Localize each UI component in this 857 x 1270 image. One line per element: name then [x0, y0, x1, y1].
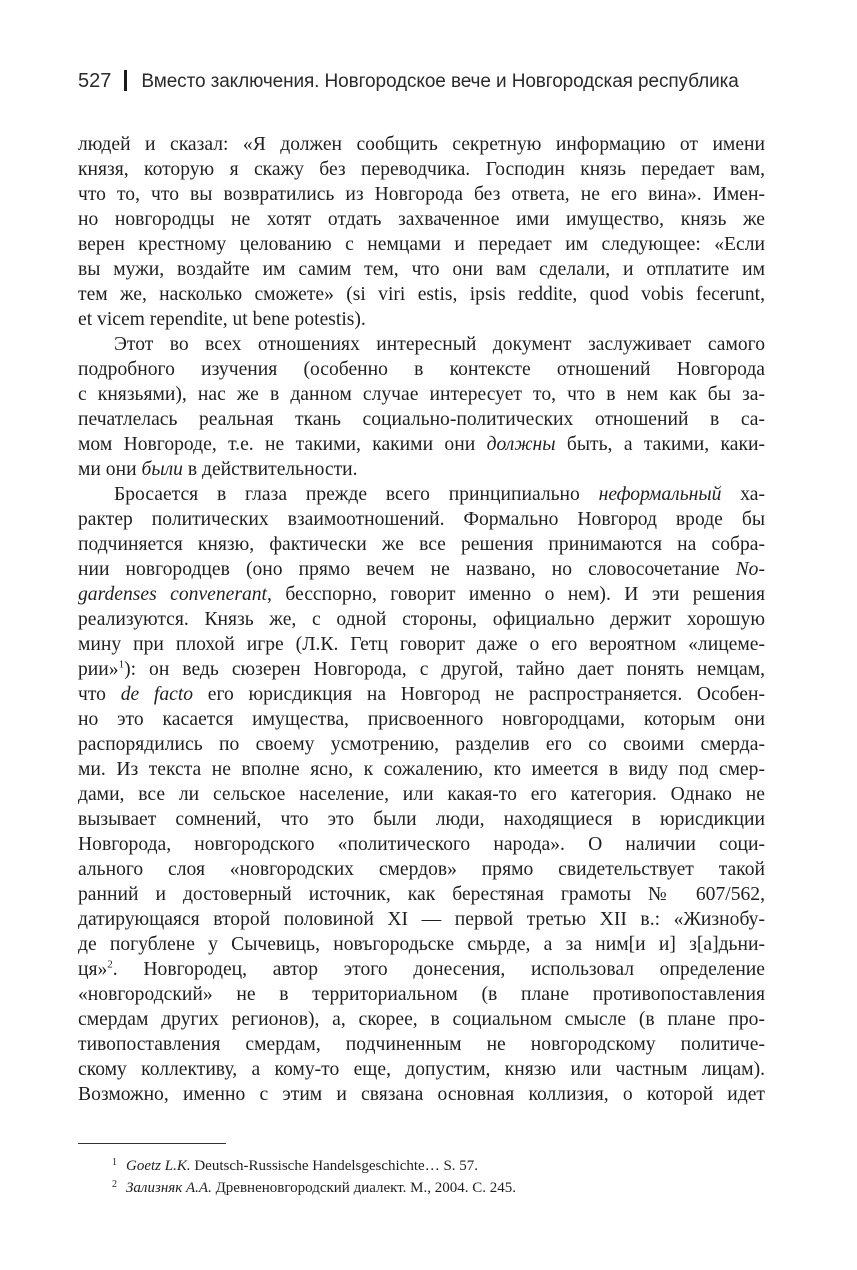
text-line: но это касается имущества, присвоенного новгородцами, которым они — [78, 709, 765, 730]
text-line — [78, 957, 765, 982]
text-segment: быть, а такими, каки- — [566, 434, 765, 455]
footnote-number: 1 — [112, 1157, 117, 1168]
text-line: ранний и достоверный источник, как берестяная грамоты № 607/562, — [78, 884, 765, 905]
text-line: князя, которую я скажу без переводчика. Господин князь передает вам, — [78, 159, 765, 180]
footnote-number: 2 — [112, 1179, 117, 1190]
text-line: Возможно, именно с этим и связана основная коллизия, о которой идет — [78, 1084, 765, 1105]
text-line: верен крестному целованию с немцами и передает им следующее: «Если — [78, 234, 765, 255]
text-line: распорядились по своему усмотрению, разделив его со своими смерда- — [78, 734, 765, 755]
text-segment: . Новгородец, автор этого донесения, использовал определение — [112, 959, 765, 980]
text-line: мину при плохой игре (Л.К. Гетц говорит даже о его вероятном «лицеме- — [78, 634, 765, 655]
text-line: людей и сказал: «Я должен сообщить секретную информацию от имени — [78, 134, 765, 155]
main-text — [78, 132, 765, 1107]
text-segment: ха- — [740, 484, 765, 505]
italic-emphasis: должны — [486, 434, 556, 455]
text-line — [78, 457, 765, 482]
text-line — [78, 682, 765, 707]
text-line: ального слоя «новгородских смердов» прямо свидетельствует такой — [78, 859, 765, 880]
text-line: рактер политических взаимоотношений. Формально Новгород вроде бы — [78, 509, 765, 530]
text-segment: ): он ведь сюзерен Новгорода, с другой, тайно дает понять немцам, — [124, 659, 765, 680]
footnote — [78, 1174, 765, 1196]
page-number: 527 — [78, 70, 112, 92]
italic-latin: gardenses convenerant — [78, 584, 267, 605]
text-line — [78, 657, 765, 682]
paragraph-start-line: Этот во всех отношениях интересный документ заслуживает самого — [114, 334, 765, 355]
text-line: смердам других регионов), а, скорее, в социальном смысле (в плане про- — [78, 1009, 765, 1030]
text-line: ми. Из текста не вполне ясно, к сожалению, кто имеется в виду под смер- — [78, 759, 765, 780]
text-line: де погублене у Сычевиць, новъгородьске смьрде, а за ним[и и] з[а]дьни- — [78, 934, 765, 955]
text-line: «новгородский» не в территориальном (в плане противопоставления — [78, 984, 765, 1005]
text-segment: мом Новгороде, т.е. не такими, какими они — [78, 434, 476, 455]
text-line: что то, что вы возвратились из Новгорода без ответа, не его вина». Имен- — [78, 184, 765, 205]
footnotes — [78, 1152, 765, 1196]
italic-latin: de facto — [120, 684, 194, 705]
text-line: с князьями), нас же в данном случае интересует то, что в нем как бы за- — [78, 384, 765, 405]
text-line: подробного изучения (особенно в контексте отношений Новгорода — [78, 359, 765, 380]
footnote-ref[interactable]: 2 — [107, 958, 113, 971]
text-line: вызывает сомнений, что это были люди, находящиеся в юрисдикции — [78, 809, 765, 830]
text-line: тем же, насколько сможете» (si viri estis, ipsis reddite, quod vobis fecerunt, — [78, 284, 765, 305]
text-line — [78, 557, 765, 582]
text-line: реализуются. Князь же, с одной стороны, официально держит хорошую — [78, 609, 765, 630]
italic-latin: No- — [735, 559, 765, 580]
footnote — [78, 1152, 765, 1174]
footnote-text: Древненовгородский диалект. М., 2004. С. 245. — [215, 1180, 517, 1196]
text-segment: его юрисдикция на Новгород не распространяется. Особен- — [207, 684, 765, 705]
text-line: датирующаяся второй половиной XI — первой третью XII в.: «Жизнобу- — [78, 909, 765, 930]
text-line — [78, 582, 765, 607]
running-header — [78, 70, 768, 100]
footnote-text: Deutsch-Russische Handelsgeschichte… S. 57. — [194, 1158, 479, 1174]
text-segment: нии новгородцев (оно прямо вечем не названо, но словосочетание — [78, 559, 720, 580]
text-segment: , бесспорно, говорит именно о нем). И эти решения — [267, 584, 765, 605]
text-line: печатлелась реальная ткань социально-политических отношений в са- — [78, 409, 765, 430]
text-line — [78, 432, 765, 457]
footnote-author: Goetz L.K. — [126, 1158, 191, 1174]
text-segment: Бросается в глаза прежде всего принципиально — [114, 484, 580, 505]
footnote-ref[interactable]: 1 — [118, 658, 125, 671]
text-segment: в действительности. — [187, 459, 358, 480]
italic-emphasis: были — [141, 459, 183, 480]
text-line: дами, все ли сельское население, или какая-то его категория. Однако не — [78, 784, 765, 805]
text-line: подчиняется князю, фактически же все решения принимаются на собра- — [78, 534, 765, 555]
text-line: Новгорода, новгородского «политического народа». О наличии соци- — [78, 834, 765, 855]
text-line: скому коллективу, а кому-то еще, допустим, князю или частным лицам). — [78, 1059, 765, 1080]
paragraph-start-line — [78, 482, 765, 507]
text-segment: рии» — [78, 659, 119, 680]
text-line: но новгородцы не хотят отдать захваченное ими имущество, князь же — [78, 209, 765, 230]
text-line: тивопоставления смердам, подчиненным не новгородскому политиче- — [78, 1034, 765, 1055]
header-divider — [124, 70, 127, 91]
text-segment: ми они — [78, 459, 137, 480]
text-segment: ця» — [78, 959, 108, 980]
italic-emphasis: неформальный — [598, 484, 722, 505]
text-line: et vicem rependite, ut bene potestis). — [78, 309, 366, 330]
footnote-author: Зализняк А.А. — [126, 1180, 212, 1196]
text-line: вы мужи, воздайте им самим тем, что они вам сделали, и отплатите им — [78, 259, 765, 280]
text-segment: что — [78, 684, 106, 705]
running-title: Вместо заключения. Новгородское вече и Новгородская республика — [141, 71, 739, 92]
footnote-separator — [78, 1143, 226, 1144]
